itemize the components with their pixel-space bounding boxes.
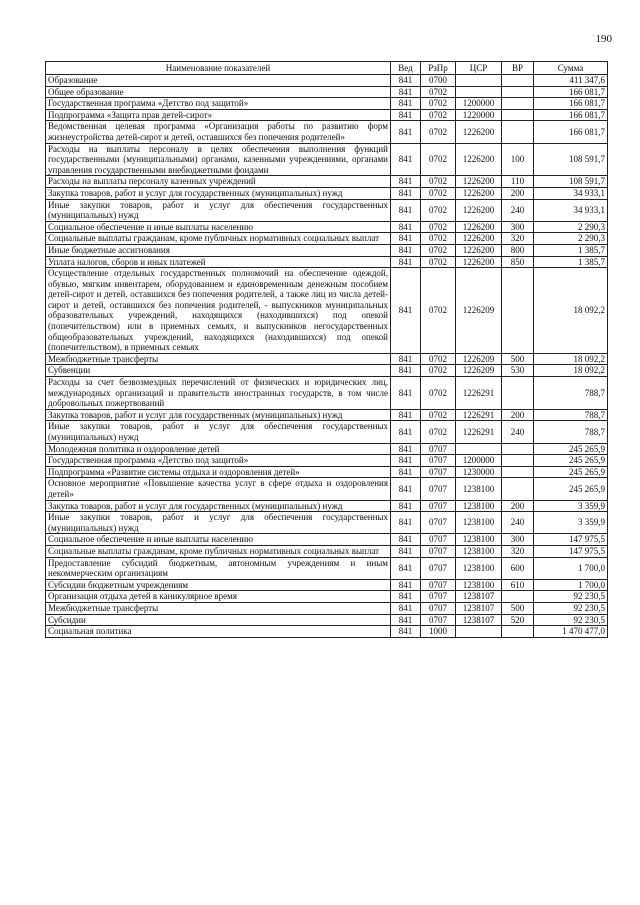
cell-name: Подпрограмма «Защита прав детей-сирот» bbox=[46, 109, 391, 121]
table-row bbox=[46, 512, 608, 534]
cell-sum: 166 081,7 bbox=[534, 98, 608, 110]
table-row bbox=[46, 199, 608, 221]
cell-sum: 166 081,7 bbox=[534, 121, 608, 143]
header-name: Наименование показателей bbox=[46, 62, 391, 75]
cell-sum: 92 230,5 bbox=[534, 591, 608, 603]
cell-vr bbox=[502, 466, 534, 478]
table-row bbox=[46, 176, 608, 188]
table-row bbox=[46, 591, 608, 603]
cell-ved: 841 bbox=[391, 466, 421, 478]
cell-csr bbox=[456, 626, 502, 638]
cell-name: Ведомственная целевая программа «Организация работы по развитию форм жизнеустройства детей-сирот и детей, оставшихся без попечения родителей» bbox=[46, 121, 391, 143]
cell-sum: 18 092,2 bbox=[534, 365, 608, 377]
cell-csr: 1226291 bbox=[456, 409, 502, 421]
cell-ved: 841 bbox=[391, 626, 421, 638]
cell-sum: 108 591,7 bbox=[534, 176, 608, 188]
cell-vr bbox=[502, 109, 534, 121]
cell-vr: 240 bbox=[502, 421, 534, 443]
cell-sum: 147 975,5 bbox=[534, 545, 608, 557]
cell-ved: 841 bbox=[391, 75, 421, 87]
cell-rzpr: 0707 bbox=[421, 579, 456, 591]
cell-ved: 841 bbox=[391, 268, 421, 354]
cell-vr: 800 bbox=[502, 244, 534, 256]
table-row bbox=[46, 187, 608, 199]
table-row bbox=[46, 221, 608, 233]
cell-name: Социальное обеспечение и иные выплаты населению bbox=[46, 221, 391, 233]
cell-rzpr: 0702 bbox=[421, 268, 456, 354]
table-row bbox=[46, 421, 608, 443]
cell-sum: 1 470 477,0 bbox=[534, 626, 608, 638]
cell-sum: 1 700,0 bbox=[534, 579, 608, 591]
cell-sum: 1 385,7 bbox=[534, 256, 608, 268]
header-sum: Сумма bbox=[534, 62, 608, 75]
cell-ved: 841 bbox=[391, 244, 421, 256]
cell-vr bbox=[502, 121, 534, 143]
cell-rzpr: 0702 bbox=[421, 365, 456, 377]
cell-csr: 1226209 bbox=[456, 365, 502, 377]
cell-csr: 1226200 bbox=[456, 221, 502, 233]
cell-name: Социальная политика bbox=[46, 626, 391, 638]
cell-csr: 1230000 bbox=[456, 466, 502, 478]
cell-rzpr: 0702 bbox=[421, 187, 456, 199]
table-row bbox=[46, 143, 608, 176]
cell-sum: 245 265,9 bbox=[534, 478, 608, 500]
cell-rzpr: 0707 bbox=[421, 455, 456, 467]
cell-sum: 3 359,9 bbox=[534, 512, 608, 534]
cell-ved: 841 bbox=[391, 143, 421, 176]
cell-sum: 788,7 bbox=[534, 421, 608, 443]
table-row bbox=[46, 614, 608, 626]
cell-name: Предоставление субсидий бюджетным, автономным учреждениям и иным некоммерческим организациям bbox=[46, 557, 391, 579]
cell-vr bbox=[502, 268, 534, 354]
cell-vr: 200 bbox=[502, 187, 534, 199]
cell-name: Межбюджетные трансферты bbox=[46, 602, 391, 614]
cell-ved: 841 bbox=[391, 512, 421, 534]
cell-sum: 18 092,2 bbox=[534, 353, 608, 365]
cell-rzpr: 0707 bbox=[421, 545, 456, 557]
cell-csr: 1238100 bbox=[456, 579, 502, 591]
cell-vr: 240 bbox=[502, 199, 534, 221]
cell-ved: 841 bbox=[391, 534, 421, 546]
cell-rzpr: 0707 bbox=[421, 512, 456, 534]
table-row bbox=[46, 466, 608, 478]
cell-rzpr: 0707 bbox=[421, 443, 456, 455]
cell-sum: 18 092,2 bbox=[534, 268, 608, 354]
table-row bbox=[46, 626, 608, 638]
cell-vr: 200 bbox=[502, 500, 534, 512]
table-row bbox=[46, 244, 608, 256]
cell-csr: 1200000 bbox=[456, 455, 502, 467]
table-row bbox=[46, 353, 608, 365]
cell-csr: 1226209 bbox=[456, 268, 502, 354]
cell-rzpr: 0707 bbox=[421, 478, 456, 500]
cell-sum: 245 265,9 bbox=[534, 455, 608, 467]
cell-csr: 1226291 bbox=[456, 421, 502, 443]
page-number: 190 bbox=[595, 33, 612, 45]
cell-ved: 841 bbox=[391, 233, 421, 245]
cell-csr: 1226291 bbox=[456, 377, 502, 410]
cell-name: Социальное обеспечение и иные выплаты населению bbox=[46, 534, 391, 546]
cell-name: Государственная программа «Детство под защитой» bbox=[46, 98, 391, 110]
cell-csr: 1226200 bbox=[456, 176, 502, 188]
cell-csr: 1226200 bbox=[456, 121, 502, 143]
cell-ved: 841 bbox=[391, 591, 421, 603]
cell-vr bbox=[502, 455, 534, 467]
cell-name: Иные закупки товаров, работ и услуг для обеспечения государственных (муниципальных) нужд bbox=[46, 421, 391, 443]
cell-name: Иные бюджетные ассигнования bbox=[46, 244, 391, 256]
cell-vr: 520 bbox=[502, 614, 534, 626]
cell-ved: 841 bbox=[391, 187, 421, 199]
cell-sum: 245 265,9 bbox=[534, 443, 608, 455]
budget-table bbox=[45, 61, 608, 638]
cell-vr: 100 bbox=[502, 143, 534, 176]
table-row bbox=[46, 268, 608, 354]
cell-vr: 600 bbox=[502, 557, 534, 579]
cell-rzpr: 0707 bbox=[421, 614, 456, 626]
cell-csr: 1238100 bbox=[456, 557, 502, 579]
cell-vr: 110 bbox=[502, 176, 534, 188]
cell-sum: 34 933,1 bbox=[534, 199, 608, 221]
cell-csr: 1238100 bbox=[456, 478, 502, 500]
cell-name: Субсидии bbox=[46, 614, 391, 626]
cell-rzpr: 0702 bbox=[421, 377, 456, 410]
cell-rzpr: 0702 bbox=[421, 221, 456, 233]
cell-vr: 300 bbox=[502, 221, 534, 233]
cell-name: Расходы на выплаты персоналу в целях обеспечения выполнения функций государственными (муниципальными) органами, казенными учреждениями, органами управления государственными внебюджетными фондами bbox=[46, 143, 391, 176]
table-row bbox=[46, 98, 608, 110]
cell-rzpr: 0707 bbox=[421, 557, 456, 579]
cell-csr bbox=[456, 443, 502, 455]
cell-sum: 788,7 bbox=[534, 377, 608, 410]
cell-rzpr: 0702 bbox=[421, 244, 456, 256]
table-row bbox=[46, 233, 608, 245]
cell-vr: 500 bbox=[502, 353, 534, 365]
cell-csr: 1238100 bbox=[456, 512, 502, 534]
cell-rzpr: 0700 bbox=[421, 75, 456, 87]
cell-csr bbox=[456, 75, 502, 87]
cell-rzpr: 0707 bbox=[421, 591, 456, 603]
table-row bbox=[46, 500, 608, 512]
cell-vr: 320 bbox=[502, 233, 534, 245]
cell-csr: 1238107 bbox=[456, 614, 502, 626]
cell-ved: 841 bbox=[391, 98, 421, 110]
cell-rzpr: 0702 bbox=[421, 409, 456, 421]
cell-ved: 841 bbox=[391, 545, 421, 557]
cell-sum: 34 933,1 bbox=[534, 187, 608, 199]
cell-name: Межбюджетные трансферты bbox=[46, 353, 391, 365]
cell-ved: 841 bbox=[391, 409, 421, 421]
cell-ved: 841 bbox=[391, 557, 421, 579]
cell-rzpr: 0702 bbox=[421, 421, 456, 443]
cell-vr bbox=[502, 86, 534, 98]
cell-csr: 1226200 bbox=[456, 199, 502, 221]
cell-rzpr: 0707 bbox=[421, 466, 456, 478]
cell-name: Расходы на выплаты персоналу казенных учреждений bbox=[46, 176, 391, 188]
cell-rzpr: 0702 bbox=[421, 143, 456, 176]
cell-csr bbox=[456, 86, 502, 98]
cell-sum: 3 359,9 bbox=[534, 500, 608, 512]
cell-ved: 841 bbox=[391, 377, 421, 410]
cell-vr bbox=[502, 377, 534, 410]
cell-vr bbox=[502, 478, 534, 500]
cell-rzpr: 0707 bbox=[421, 500, 456, 512]
cell-sum: 2 290,3 bbox=[534, 221, 608, 233]
cell-ved: 841 bbox=[391, 199, 421, 221]
cell-vr bbox=[502, 443, 534, 455]
cell-name: Молодежная политика и оздоровление детей bbox=[46, 443, 391, 455]
cell-ved: 841 bbox=[391, 256, 421, 268]
cell-name: Организация отдыха детей в каникулярное время bbox=[46, 591, 391, 603]
cell-rzpr: 0702 bbox=[421, 256, 456, 268]
cell-sum: 1 700,0 bbox=[534, 557, 608, 579]
cell-rzpr: 0702 bbox=[421, 121, 456, 143]
table-row bbox=[46, 545, 608, 557]
table-row bbox=[46, 109, 608, 121]
cell-ved: 841 bbox=[391, 602, 421, 614]
cell-ved: 841 bbox=[391, 86, 421, 98]
cell-rzpr: 0702 bbox=[421, 109, 456, 121]
table-row bbox=[46, 365, 608, 377]
cell-vr: 530 bbox=[502, 365, 534, 377]
table-row bbox=[46, 478, 608, 500]
header-ved: Вед bbox=[391, 62, 421, 75]
cell-rzpr: 1000 bbox=[421, 626, 456, 638]
cell-ved: 841 bbox=[391, 421, 421, 443]
cell-name: Закупка товаров, работ и услуг для государственных (муниципальных) нужд bbox=[46, 409, 391, 421]
cell-csr: 1226200 bbox=[456, 143, 502, 176]
header-rzpr: РзПр bbox=[421, 62, 456, 75]
table-row bbox=[46, 443, 608, 455]
cell-name: Расходы за счет безвозмездных перечислений от физических и юридических лиц, международных организаций и правительств иностранных государств, в том числе добровольных пожертвований bbox=[46, 377, 391, 410]
table-row bbox=[46, 455, 608, 467]
cell-name: Уплата налогов, сборов и иных платежей bbox=[46, 256, 391, 268]
cell-vr: 200 bbox=[502, 409, 534, 421]
cell-rzpr: 0707 bbox=[421, 534, 456, 546]
cell-ved: 841 bbox=[391, 455, 421, 467]
cell-sum: 1 385,7 bbox=[534, 244, 608, 256]
cell-vr bbox=[502, 98, 534, 110]
cell-csr: 1238100 bbox=[456, 534, 502, 546]
cell-sum: 166 081,7 bbox=[534, 86, 608, 98]
cell-name: Основное мероприятие «Повышение качества услуг в сфере отдыха и оздоровления детей» bbox=[46, 478, 391, 500]
cell-csr: 1226200 bbox=[456, 256, 502, 268]
cell-csr: 1238100 bbox=[456, 500, 502, 512]
header-vr: ВР bbox=[502, 62, 534, 75]
cell-name: Закупка товаров, работ и услуг для государственных (муниципальных) нужд bbox=[46, 187, 391, 199]
cell-ved: 841 bbox=[391, 221, 421, 233]
table-row bbox=[46, 557, 608, 579]
table-row bbox=[46, 86, 608, 98]
cell-ved: 841 bbox=[391, 478, 421, 500]
cell-name: Субсидии бюджетным учреждениям bbox=[46, 579, 391, 591]
cell-sum: 147 975,5 bbox=[534, 534, 608, 546]
table-row bbox=[46, 75, 608, 87]
cell-vr: 320 bbox=[502, 545, 534, 557]
cell-ved: 841 bbox=[391, 176, 421, 188]
cell-ved: 841 bbox=[391, 500, 421, 512]
cell-name: Закупка товаров, работ и услуг для государственных (муниципальных) нужд bbox=[46, 500, 391, 512]
cell-rzpr: 0702 bbox=[421, 353, 456, 365]
cell-ved: 841 bbox=[391, 353, 421, 365]
cell-sum: 411 347,6 bbox=[534, 75, 608, 87]
table-row bbox=[46, 256, 608, 268]
cell-vr: 500 bbox=[502, 602, 534, 614]
cell-ved: 841 bbox=[391, 109, 421, 121]
cell-name: Подпрограмма «Развитие системы отдыха и оздоровления детей» bbox=[46, 466, 391, 478]
table-row bbox=[46, 579, 608, 591]
cell-vr: 850 bbox=[502, 256, 534, 268]
cell-sum: 2 290,3 bbox=[534, 233, 608, 245]
header-csr: ЦСР bbox=[456, 62, 502, 75]
cell-csr: 1238107 bbox=[456, 591, 502, 603]
table-header-row bbox=[46, 62, 608, 75]
table-row bbox=[46, 409, 608, 421]
cell-name: Общее образование bbox=[46, 86, 391, 98]
cell-name: Иные закупки товаров, работ и услуг для обеспечения государственных (муниципальных) нужд bbox=[46, 512, 391, 534]
cell-vr: 300 bbox=[502, 534, 534, 546]
cell-vr bbox=[502, 75, 534, 87]
table-row bbox=[46, 377, 608, 410]
table-row bbox=[46, 534, 608, 546]
cell-name: Образование bbox=[46, 75, 391, 87]
cell-vr bbox=[502, 591, 534, 603]
cell-csr: 1200000 bbox=[456, 98, 502, 110]
cell-rzpr: 0702 bbox=[421, 98, 456, 110]
table-row bbox=[46, 121, 608, 143]
cell-rzpr: 0707 bbox=[421, 602, 456, 614]
cell-vr: 610 bbox=[502, 579, 534, 591]
cell-csr: 1220000 bbox=[456, 109, 502, 121]
cell-csr: 1238100 bbox=[456, 545, 502, 557]
cell-name: Государственная программа «Детство под защитой» bbox=[46, 455, 391, 467]
cell-ved: 841 bbox=[391, 614, 421, 626]
cell-sum: 166 081,7 bbox=[534, 109, 608, 121]
cell-rzpr: 0702 bbox=[421, 199, 456, 221]
cell-vr: 240 bbox=[502, 512, 534, 534]
cell-ved: 841 bbox=[391, 443, 421, 455]
cell-sum: 108 591,7 bbox=[534, 143, 608, 176]
cell-rzpr: 0702 bbox=[421, 86, 456, 98]
cell-name: Осуществление отдельных государственных полномочий на обеспечение одеждой, обувью, мягким инвентарем, оборудованием и единовременным денежным пособием детей-сирот и детей, оставшихся без попечения родителей, а также лиц из числа детей-сирот и детей, оставшихся без попечения родителей, - выпускников муниципальных образовательных учреждений, находящихся (находившихся) под опекой (попечительством) или в приемных семьях, и выпускников негосударственных общеобразовательных учреждений, находящихся (находившихся) под опекой (попечительством), в приемных семьях bbox=[46, 268, 391, 354]
cell-sum: 788,7 bbox=[534, 409, 608, 421]
cell-name: Социальные выплаты гражданам, кроме публичных нормативных социальных выплат bbox=[46, 545, 391, 557]
table-body bbox=[46, 75, 608, 638]
cell-csr: 1226200 bbox=[456, 187, 502, 199]
cell-ved: 841 bbox=[391, 121, 421, 143]
cell-csr: 1226200 bbox=[456, 244, 502, 256]
cell-name: Иные закупки товаров, работ и услуг для обеспечения государственных (муниципальных) нужд bbox=[46, 199, 391, 221]
cell-ved: 841 bbox=[391, 365, 421, 377]
cell-sum: 92 230,5 bbox=[534, 602, 608, 614]
cell-csr: 1238107 bbox=[456, 602, 502, 614]
cell-sum: 92 230,5 bbox=[534, 614, 608, 626]
cell-sum: 245 265,9 bbox=[534, 466, 608, 478]
cell-rzpr: 0702 bbox=[421, 233, 456, 245]
cell-csr: 1226200 bbox=[456, 233, 502, 245]
cell-rzpr: 0702 bbox=[421, 176, 456, 188]
cell-name: Социальные выплаты гражданам, кроме публичных нормативных социальных выплат bbox=[46, 233, 391, 245]
cell-vr bbox=[502, 626, 534, 638]
cell-ved: 841 bbox=[391, 579, 421, 591]
table-row bbox=[46, 602, 608, 614]
cell-csr: 1226209 bbox=[456, 353, 502, 365]
cell-name: Субвенции bbox=[46, 365, 391, 377]
